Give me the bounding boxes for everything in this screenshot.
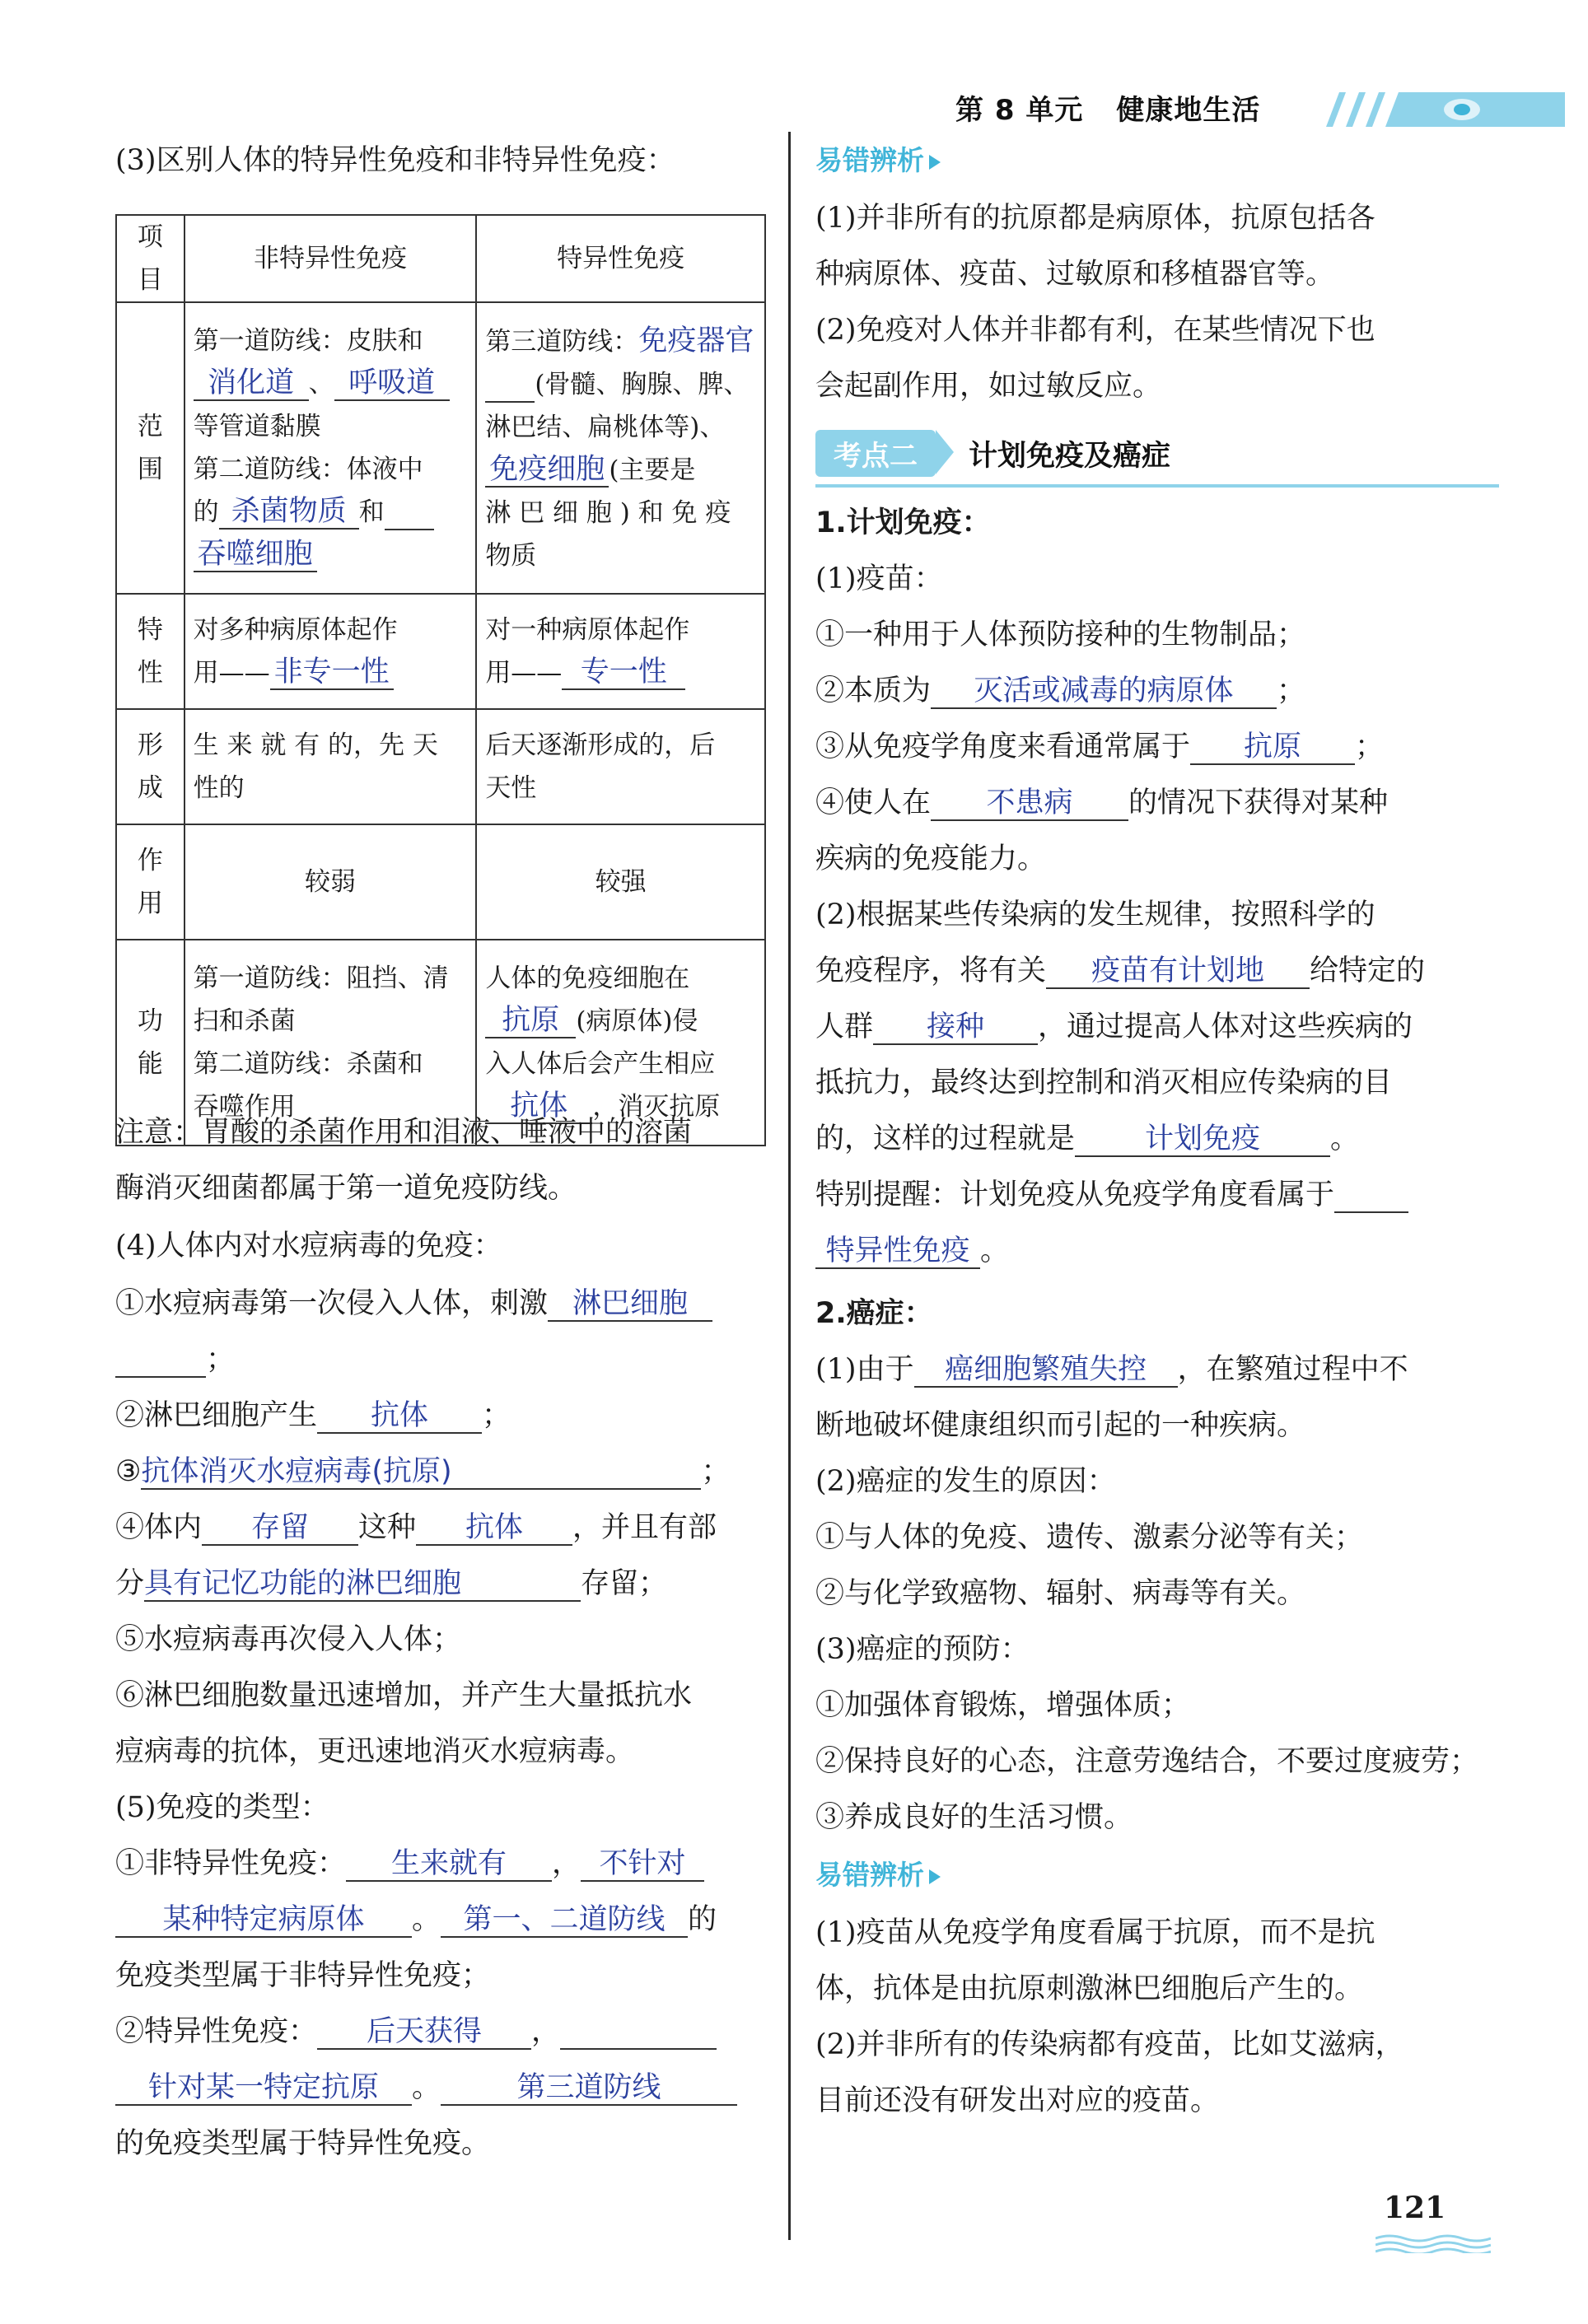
blank-line — [485, 368, 535, 403]
step-text: ②特异性免疫： — [115, 2015, 318, 2048]
s1-plan-e — [815, 1118, 1359, 1160]
q4-step-6-cont: 痘病毒的抗体，更迅速地消灭水痘病毒。 — [115, 1735, 635, 1768]
cell-text: 生 来 就 有 的，先 天 — [193, 730, 438, 760]
step-text: ； — [206, 1343, 236, 1376]
s1-tip-cont — [815, 1230, 1009, 1272]
cell-text: 第一道防线：阻挡、清 — [193, 964, 449, 993]
answer-blank: 针对某一特定抗原 — [115, 2071, 412, 2106]
immunity-comparison-table — [115, 214, 766, 1146]
step-text: 。 — [412, 1903, 441, 1936]
s1-vaccine-a: ①一种用于人体预防接种的生物制品； — [815, 618, 1306, 651]
cell-text: 性的 — [193, 773, 245, 803]
step-text: ①水痘病毒第一次侵入人体，刺激 — [115, 1287, 549, 1320]
s1-plan-a: (2)根据某些传染病的发生规律，按照科学的 — [815, 898, 1375, 931]
table-header-specific: 特异性免疫 — [476, 215, 765, 302]
cell-text: 对多种病原体起作 — [193, 615, 398, 645]
step-text: ， — [552, 1847, 581, 1880]
effect-specific-cell: 较强 — [476, 824, 765, 940]
step-text: 免疫程序，将有关 — [815, 954, 1047, 987]
error-1-line-2: 种病原体、疫苗、过敏原和移植器官等。 — [815, 258, 1335, 291]
q4-step-2 — [115, 1395, 511, 1436]
cell-text: 、 — [308, 369, 334, 399]
step-text: ； — [1355, 730, 1385, 763]
answer-blank: 存留 — [202, 1511, 358, 1546]
s1-vaccine-d-tail: 疾病的免疫能力。 — [815, 842, 1047, 875]
answer-blank: 非专一性 — [270, 656, 394, 690]
q5-item-1 — [115, 1843, 704, 1884]
step-text: ，在繁殖过程中不 — [1177, 1353, 1408, 1386]
cell-text — [194, 362, 468, 405]
s2-prevention-c: ③养成良好的生活习惯。 — [815, 1801, 1133, 1834]
step-text: ， — [531, 2015, 561, 2048]
answer-blank: 生来就有 — [346, 1847, 552, 1882]
table-row — [116, 594, 765, 709]
cell-text: 用—— — [485, 658, 563, 688]
note-line-1: 注意：胃酸的杀菌作用和泪液、唾液中的溶菌 — [115, 1116, 693, 1149]
cell-text: 第一道防线：皮肤和 — [193, 326, 423, 356]
error-3-line-1: (1)疫苗从免疫学角度看属于抗原，而不是抗 — [815, 1916, 1375, 1949]
answer-blank: 呼吸道 — [334, 366, 450, 401]
step-text: ①非特异性免疫： — [115, 1847, 347, 1880]
s2-causes: (2)癌症的发生的原因： — [815, 1465, 1116, 1498]
s2-causes-b: ②与化学致癌物、辐射、病毒等有关。 — [815, 1577, 1306, 1610]
answer-text: 免疫器官 — [638, 324, 754, 357]
s1-vaccine-b — [815, 670, 1305, 712]
cell-text: 等管道黏膜 — [193, 412, 321, 441]
step-text: ，通过提高人体对这些疾病的 — [1038, 1010, 1413, 1043]
q5-item-1-cont — [115, 1899, 717, 1940]
q4-intro: (4)人体内对水痘病毒的免疫： — [115, 1230, 502, 1262]
answer-blank: 不患病 — [931, 786, 1128, 821]
table-row — [116, 302, 765, 594]
cell-text: 吞噬作用 — [193, 1092, 296, 1122]
s1-plan-b — [815, 950, 1425, 992]
row-label-range: 范围 — [116, 302, 184, 594]
step-text: 。 — [412, 2071, 441, 2104]
answer-blank: 抗体 — [317, 1399, 482, 1434]
q5-item-2 — [115, 2011, 717, 2052]
step-text: (1)由于 — [815, 1353, 914, 1386]
cell-text: 扫和杀菌 — [193, 1006, 296, 1036]
s1-vaccine-intro: (1)疫苗： — [815, 562, 943, 595]
range-specific-cell — [476, 302, 765, 594]
error-analysis-tag-2 — [815, 1855, 941, 1896]
step-text: 人群 — [815, 1010, 874, 1043]
cell-text: 第二道防线：体液中 — [193, 455, 423, 484]
row-label-function: 功能 — [116, 940, 184, 1146]
cell-text: 用—— — [193, 658, 270, 688]
answer-blank: 灭活或减毒的病原体 — [931, 674, 1277, 709]
header-stripes-decoration — [1318, 92, 1565, 127]
cell-text: 第二道防线：杀菌和 — [193, 1049, 423, 1079]
step-text: ④使人在 — [815, 786, 932, 819]
effect-nonspecific-cell: 较弱 — [184, 824, 477, 940]
formation-nonspecific-cell — [184, 709, 477, 824]
table-row — [116, 709, 765, 824]
note-line-2: 酶消灭细菌都属于第一道免疫防线。 — [115, 1172, 577, 1205]
table-row — [116, 215, 765, 302]
q5-item-2-cont — [115, 2067, 737, 2108]
step-text: ②本质为 — [815, 674, 932, 707]
q4-step-4 — [115, 1507, 717, 1548]
q4-step-1 — [115, 1283, 712, 1324]
step-text: 特别提醒：计划免疫从免疫学角度看属于 — [815, 1178, 1335, 1211]
step-text: 给特定的 — [1310, 954, 1426, 987]
answer-blank: 专一性 — [562, 656, 685, 690]
step-text: ④体内 — [115, 1511, 203, 1544]
s2-prevention-a: ①加强体育锻炼，增强体质； — [815, 1689, 1191, 1722]
answer-blank: 计划免疫 — [1075, 1122, 1330, 1157]
s2-definition-tail: 断地破坏健康组织而引起的一种疾病。 — [815, 1409, 1306, 1442]
answer-blank: 不针对 — [581, 1847, 704, 1882]
error-2-line-2: 会起副作用，如过敏反应。 — [815, 370, 1162, 403]
step-text: 的 — [688, 1903, 717, 1936]
step-text: 的情况下获得对某种 — [1128, 786, 1389, 819]
table-header-item: 项目 — [116, 215, 184, 302]
s2-prevention-b: ②保持良好的心态，注意劳逸结合，不要过度疲劳； — [815, 1745, 1479, 1778]
cell-text — [485, 449, 756, 492]
cell-text: 第三道防线： — [485, 326, 639, 357]
column-divider — [788, 132, 791, 2240]
error-4-line-1: (2)并非所有的传染病都有疫苗，比如艾滋病， — [815, 2028, 1404, 2061]
cell-text — [194, 534, 468, 576]
table-header-nonspecific: 非特异性免疫 — [184, 215, 477, 302]
error-analysis-tag-1 — [815, 140, 941, 181]
q4-step-4-cont — [115, 1563, 667, 1604]
cell-text: 对一种病原体起作 — [485, 615, 690, 645]
step-text: ，并且有部 — [572, 1511, 717, 1544]
s1-plan-c — [815, 1006, 1413, 1048]
cell-text: 和 — [358, 497, 385, 527]
answer-blank: 杀菌物质 — [219, 495, 359, 530]
cell-text: (主要是 — [609, 455, 696, 485]
cell-text: (病原体)侵 — [576, 1006, 698, 1036]
step-text: 。 — [980, 1234, 1010, 1267]
cell-text: 人体的免疫细胞在 — [485, 964, 690, 993]
cell-text: 淋巴结、扁桃体等)、 — [485, 412, 726, 442]
s1-vaccine-d — [815, 782, 1388, 824]
answer-blank: 抗体消灭水痘病毒(抗原) — [141, 1455, 701, 1490]
play-arrow-icon — [929, 155, 941, 170]
step-text: ； — [482, 1399, 511, 1432]
cell-text — [485, 651, 756, 694]
section-heading — [815, 430, 1170, 477]
blank-line — [1334, 1178, 1408, 1213]
tag-label: 易错辨析 — [815, 1859, 924, 1891]
step-text: 这种 — [358, 1511, 417, 1544]
answer-blank: 具有记忆功能的淋巴细胞 — [144, 1567, 581, 1602]
cell-text — [194, 651, 468, 694]
answer-blank: 抗体 — [485, 1090, 592, 1124]
cell-text — [485, 363, 756, 406]
unit-title: 健康地生活 — [1116, 93, 1261, 127]
feature-nonspecific-cell — [184, 594, 477, 709]
answer-blank: 抗原 — [1190, 730, 1355, 765]
cell-text: 物质 — [485, 540, 537, 571]
q3-intro: (3)区别人体的特异性免疫和非特异性免疫： — [115, 144, 675, 177]
answer-blank: 疫苗有计划地 — [1046, 954, 1310, 989]
step-text: ③ — [115, 1455, 142, 1488]
q4-step-3 — [115, 1451, 730, 1492]
answer-blank: 消化道 — [194, 366, 309, 401]
answer-blank: 后天获得 — [317, 2015, 531, 2050]
s2-prevention: (3)癌症的预防： — [815, 1633, 1030, 1666]
answer-blank: 淋巴细胞 — [548, 1287, 712, 1322]
step-text: ； — [701, 1455, 731, 1488]
cell-text: 的 — [193, 497, 219, 527]
answer-blank: 抗原 — [485, 1004, 576, 1038]
q4-step-1-cont — [115, 1339, 235, 1380]
s1-vaccine-c — [815, 726, 1384, 768]
step-text: 的，这样的过程就是 — [815, 1122, 1076, 1155]
blank-line — [385, 496, 434, 530]
s2-causes-a: ①与人体的免疫、遗传、激素分泌等有关； — [815, 1521, 1364, 1554]
row-label-formation: 形成 — [116, 709, 184, 824]
answer-blank: 第一、二道防线 — [441, 1903, 688, 1938]
range-nonspecific-cell — [184, 302, 477, 594]
error-1-line-1: (1)并非所有的抗原都是病原体，抗原包括各 — [815, 202, 1375, 235]
q4-step-5: ⑤水痘病毒再次侵入人体； — [115, 1623, 462, 1656]
play-arrow-icon — [929, 1869, 941, 1884]
q4-step-6: ⑥淋巴细胞数量迅速增加，并产生大量抵抗水 — [115, 1679, 693, 1712]
cell-text — [194, 491, 468, 534]
subsection-1-title: 1.计划免疫： — [815, 506, 991, 539]
unit-label: 第 8 单元 — [955, 93, 1084, 127]
row-label-effect: 作用 — [116, 824, 184, 940]
section-label: 考点二 — [815, 430, 936, 477]
s2-definition — [815, 1349, 1408, 1390]
cell-text: 后天逐渐形成的，后 — [485, 730, 716, 760]
table-row — [116, 824, 765, 940]
answer-blank: 特异性免疫 — [815, 1234, 980, 1269]
answer-blank: 癌细胞繁殖失控 — [914, 1353, 1178, 1388]
step-text: ； — [1277, 674, 1306, 707]
step-text: 。 — [1330, 1122, 1360, 1155]
section-rule — [815, 484, 1499, 488]
answer-blank: 抗体 — [416, 1511, 572, 1546]
q5-item-2-tail: 的免疫类型属于特异性免疫。 — [115, 2127, 491, 2160]
row-label-feature: 特性 — [116, 594, 184, 709]
blank-line — [560, 2015, 717, 2050]
error-2-line-1: (2)免疫对人体并非都有利，在某些情况下也 — [815, 314, 1375, 347]
subsection-2-title: 2.癌症： — [815, 1297, 933, 1330]
q5-intro: (5)免疫的类型： — [115, 1791, 329, 1824]
cell-text — [485, 1000, 756, 1043]
tag-label: 易错辨析 — [815, 144, 924, 176]
answer-blank: 吞噬细胞 — [194, 538, 317, 572]
step-text: ③从免疫学角度来看通常属于 — [815, 730, 1191, 763]
s1-tip — [815, 1174, 1408, 1216]
cell-text: 天性 — [485, 773, 537, 803]
error-3-line-2: 体，抗体是由抗原刺激淋巴细胞后产生的。 — [815, 1972, 1364, 2005]
answer-blank: 免疫细胞 — [485, 453, 609, 488]
cell-text: 入人体后会产生相应 — [485, 1049, 716, 1079]
page-number: 121 — [1384, 2191, 1446, 2225]
cell-text: (骨髓、胸腺、脾、 — [535, 369, 750, 399]
feature-specific-cell — [476, 594, 765, 709]
cell-text: 淋 巴 细 胞 ) 和 免 疫 — [485, 497, 731, 528]
error-4-line-2: 目前还没有研发出对应的疫苗。 — [815, 2084, 1220, 2117]
step-text: ②淋巴细胞产生 — [115, 1399, 318, 1432]
s1-plan-d: 抵抗力，最终达到控制和消灭相应传染病的目 — [815, 1066, 1393, 1099]
step-text: 分 — [115, 1567, 145, 1600]
answer-blank: 第三道防线 — [441, 2071, 737, 2106]
blank-line — [115, 1343, 206, 1378]
section-title: 计划免疫及癌症 — [969, 439, 1171, 473]
q5-item-1-tail: 免疫类型属于非特异性免疫； — [115, 1959, 491, 1992]
cell-text: ，消灭抗原 — [592, 1092, 721, 1122]
page-header — [955, 82, 1260, 132]
answer-blank: 某种特定病原体 — [115, 1903, 412, 1938]
answer-blank: 接种 — [873, 1010, 1038, 1045]
formation-specific-cell — [476, 709, 765, 824]
wave-decoration — [1375, 2233, 1491, 2253]
cell-text — [485, 320, 756, 363]
step-text: 存留； — [581, 1567, 668, 1600]
